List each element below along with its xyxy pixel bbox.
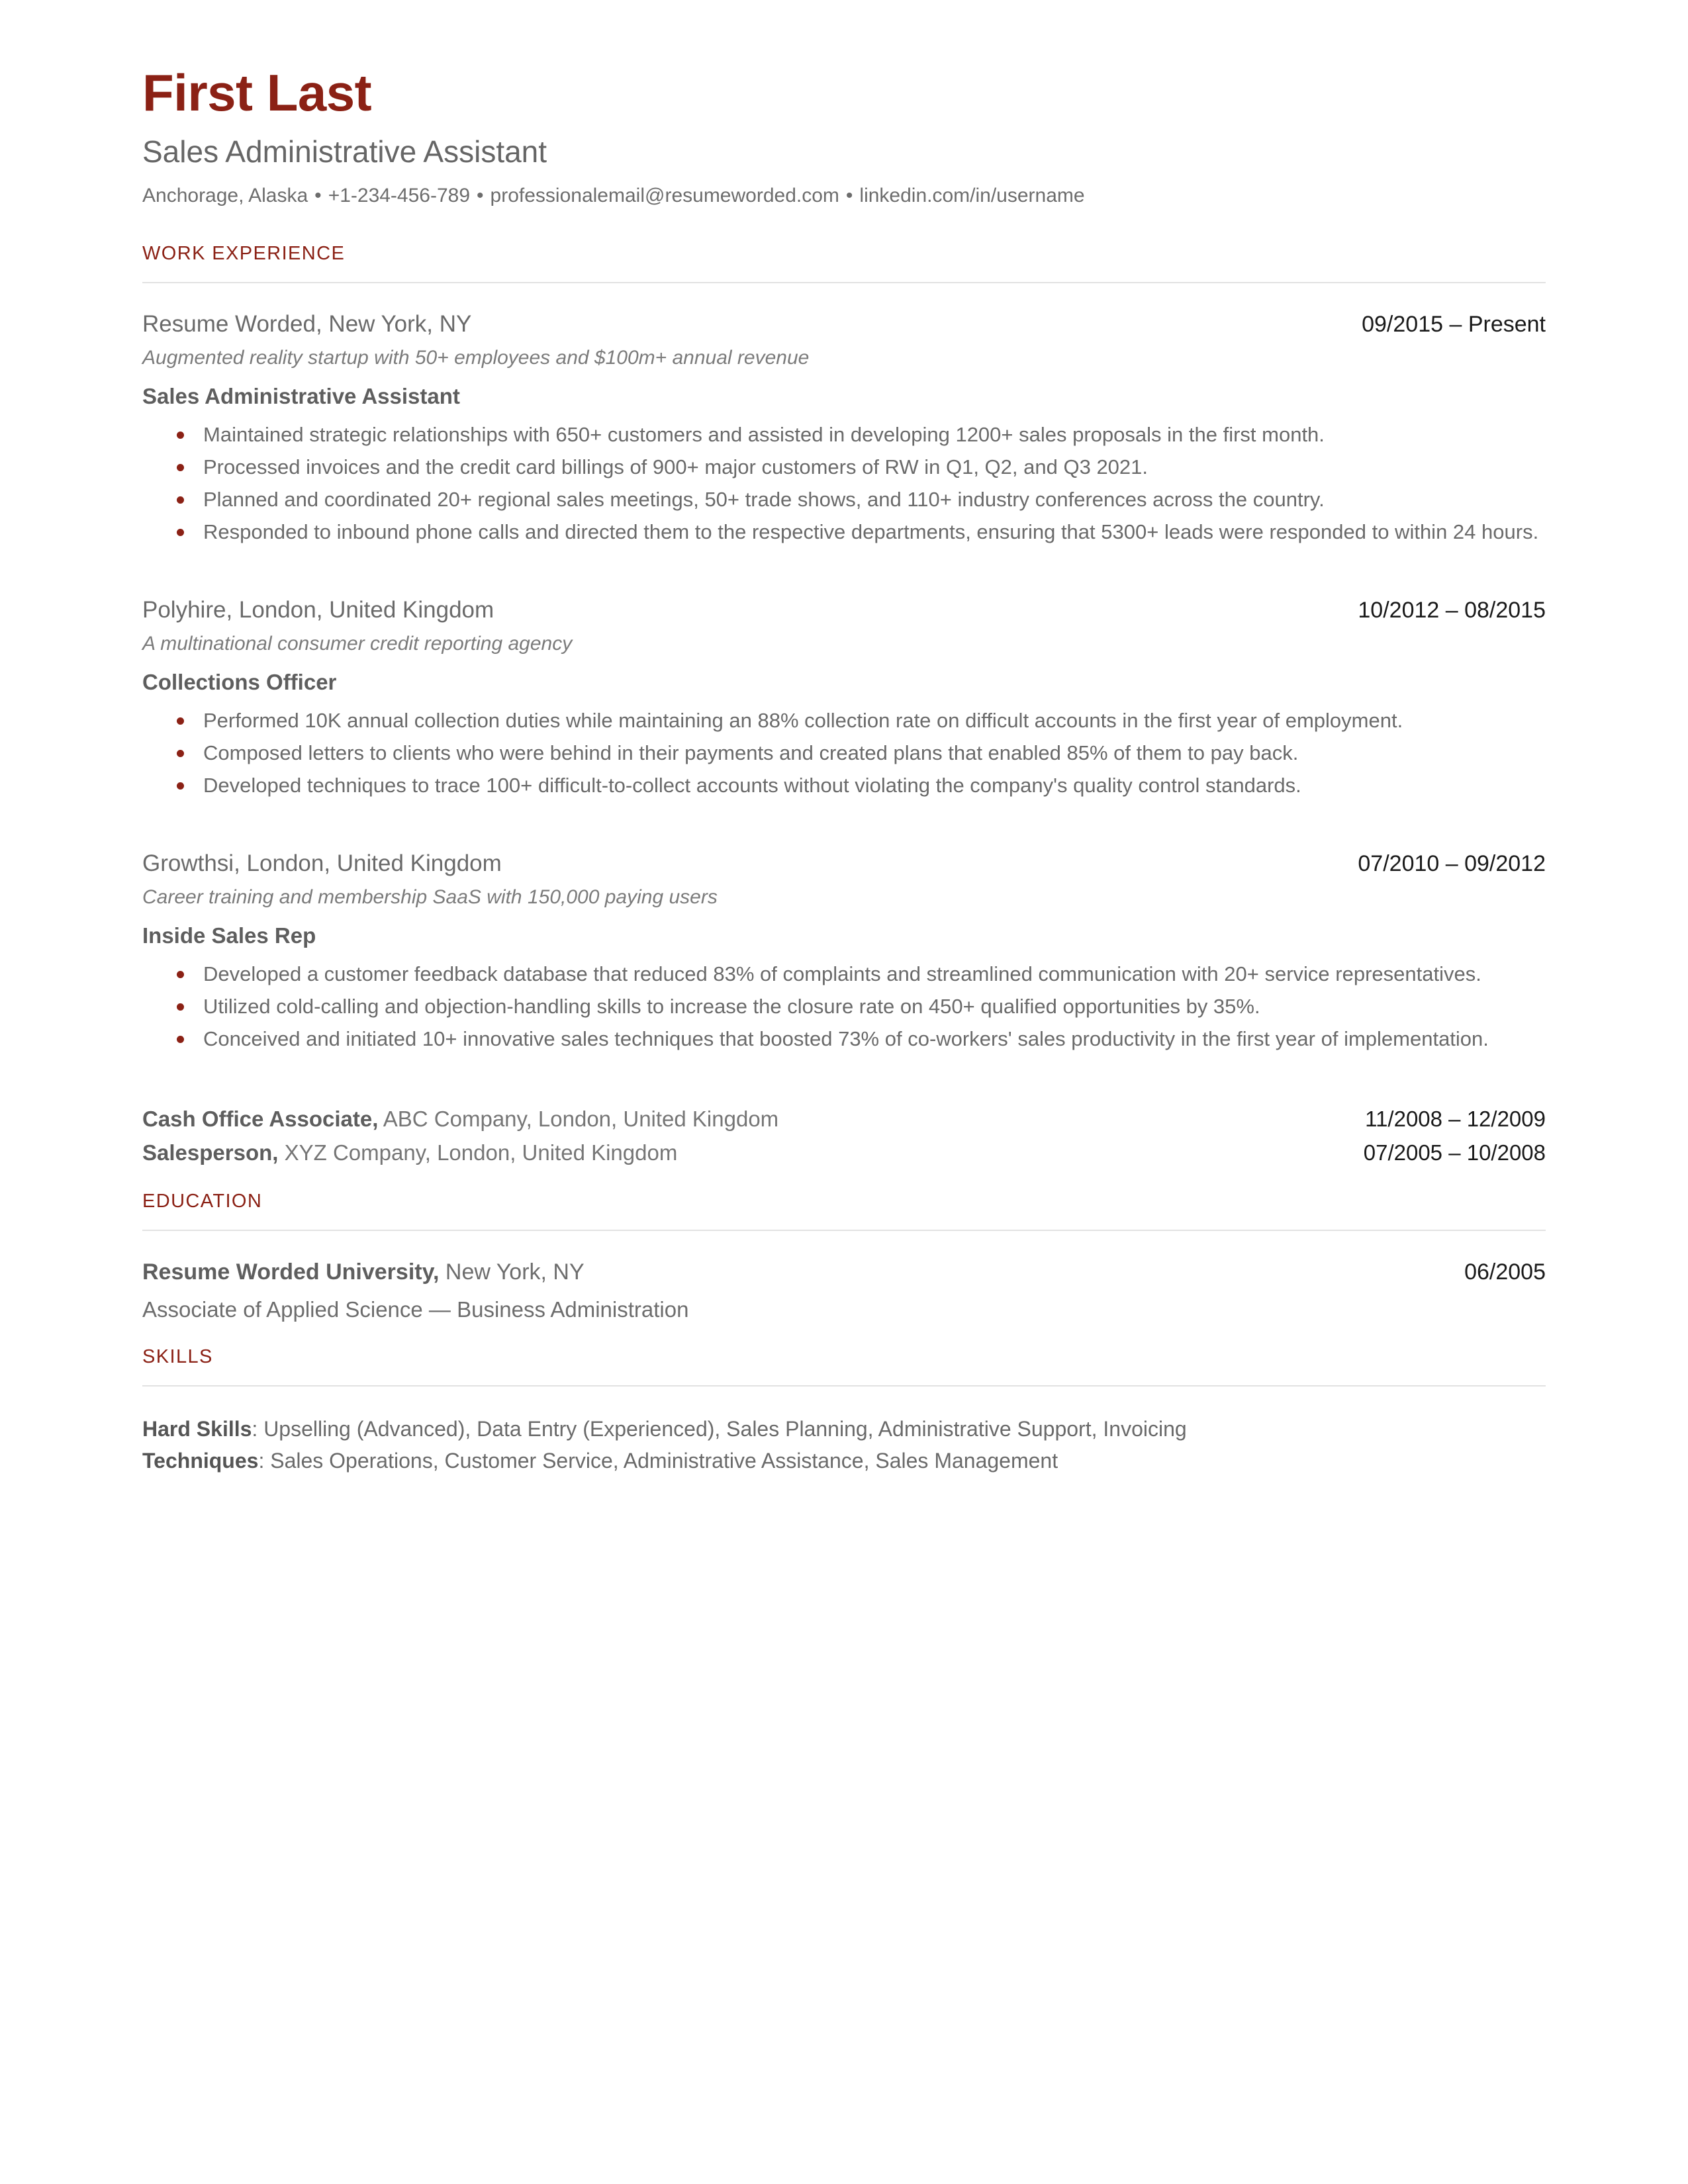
job-bullet: Conceived and initiated 10+ innovative sales techniques that boosted 73% of co-workers' sales productivity in the first year of implementation. xyxy=(142,1024,1546,1054)
short-role-text xyxy=(142,1136,677,1169)
contact-email[interactable]: professionalemail@resumeworded.com xyxy=(490,185,839,207)
job-bullet: Maintained strategic relationships with 650+ customers and assisted in developing 1200+ sales proposals in the first month. xyxy=(142,420,1546,449)
job-bullet: Planned and coordinated 20+ regional sales meetings, 50+ trade shows, and 110+ industry conferences across the country. xyxy=(142,485,1546,514)
short-role-row xyxy=(142,1136,1546,1169)
job-company: Growthsi, London, United Kingdom xyxy=(142,850,502,876)
job-entry xyxy=(142,849,1546,1054)
short-role-title: Cash Office Associate, xyxy=(142,1106,379,1131)
candidate-name: First Last xyxy=(142,64,372,122)
section-header-skills: SKILLS xyxy=(142,1346,1546,1387)
education-date: 06/2005 xyxy=(1464,1259,1546,1285)
job-company: Resume Worded, New York, NY xyxy=(142,311,472,338)
education-location: New York, NY xyxy=(439,1259,585,1285)
job-entry xyxy=(142,596,1546,800)
short-role-date: 07/2005 – 10/2008 xyxy=(1363,1140,1546,1165)
section-header-work-experience: WORK EXPERIENCE xyxy=(142,243,1546,283)
short-role-list xyxy=(142,1103,1546,1169)
job-header-row xyxy=(142,310,1546,339)
job-date: 07/2010 – 09/2012 xyxy=(1358,850,1546,876)
contact-separator-3: • xyxy=(845,185,853,207)
education-school-line xyxy=(142,1257,585,1288)
job-date: 09/2015 – Present xyxy=(1362,312,1546,338)
job-bullet-list xyxy=(142,706,1546,800)
job-title: Sales Administrative Assistant xyxy=(142,384,460,409)
skill-values: : Upselling (Advanced), Data Entry (Experienced), Sales Planning, Administrative Support, Invoicing xyxy=(252,1417,1187,1441)
contact-linkedin[interactable]: linkedin.com/in/username xyxy=(859,185,1085,207)
short-role-date: 11/2008 – 12/2009 xyxy=(1365,1106,1546,1131)
job-header-row xyxy=(142,596,1546,625)
contact-phone: +1-234-456-789 xyxy=(328,185,471,207)
resume-header xyxy=(142,66,1546,208)
short-role-company: ABC Company, London, United Kingdom xyxy=(378,1106,779,1131)
contact-separator-2: • xyxy=(477,185,484,207)
job-bullet: Composed letters to clients who were behind in their payments and created plans that enabled 85% of them to pay back. xyxy=(142,739,1546,768)
job-bullet: Utilized cold-calling and objection-handling skills to increase the closure rate on 450+ qualified opportunities by 35%. xyxy=(142,992,1546,1021)
job-description: Career training and membership SaaS with 150,000 paying users xyxy=(142,886,718,908)
job-bullet-list xyxy=(142,420,1546,547)
short-role-text xyxy=(142,1103,778,1136)
candidate-headline: Sales Administrative Assistant xyxy=(142,134,547,169)
skill-values: : Sales Operations, Customer Service, Administrative Assistance, Sales Management xyxy=(258,1449,1058,1473)
job-bullet: Developed techniques to trace 100+ difficult-to-collect accounts without violating the company's quality control standards. xyxy=(142,771,1546,800)
contact-line xyxy=(142,183,1546,208)
short-roles-spacer xyxy=(142,1080,1546,1103)
job-company: Polyhire, London, United Kingdom xyxy=(142,597,494,623)
job-date: 10/2012 – 08/2015 xyxy=(1358,598,1546,623)
short-role-company: XYZ Company, London, United Kingdom xyxy=(278,1140,678,1165)
job-description: A multinational consumer credit reporting agency xyxy=(142,632,573,655)
job-header-row xyxy=(142,849,1546,878)
job-entry xyxy=(142,310,1546,547)
contact-separator-1: • xyxy=(314,185,322,207)
skill-category-label: Techniques xyxy=(142,1449,259,1473)
short-role-row xyxy=(142,1103,1546,1136)
skill-category-label: Hard Skills xyxy=(142,1417,252,1441)
job-description: Augmented reality startup with 50+ employees and $100m+ annual revenue xyxy=(142,347,810,369)
job-bullet: Responded to inbound phone calls and directed them to the respective departments, ensuring that 5300+ leads were responded to within 24 hours. xyxy=(142,518,1546,547)
job-title: Inside Sales Rep xyxy=(142,923,316,948)
short-role-title: Salesperson, xyxy=(142,1140,279,1165)
education-entry xyxy=(142,1257,1546,1325)
job-bullet: Processed invoices and the credit card billings of 900+ major customers of RW in Q1, Q2, and Q3 2021. xyxy=(142,453,1546,482)
job-spacer xyxy=(142,573,1546,596)
education-school: Resume Worded University, xyxy=(142,1259,440,1285)
job-bullet: Developed a customer feedback database that reduced 83% of complaints and streamlined communication with 20+ service representatives. xyxy=(142,960,1546,989)
skill-line xyxy=(142,1413,1546,1445)
skills-list xyxy=(142,1413,1546,1477)
skill-line xyxy=(142,1445,1546,1477)
education-degree: Associate of Applied Science — Business Administration xyxy=(142,1297,689,1322)
work-experience-list xyxy=(142,310,1546,1169)
job-bullet-list xyxy=(142,960,1546,1054)
job-spacer xyxy=(142,827,1546,849)
contact-location: Anchorage, Alaska xyxy=(142,185,308,207)
job-bullet: Performed 10K annual collection duties while maintaining an 88% collection rate on difficult accounts in the first year of employment. xyxy=(142,706,1546,735)
section-header-education: EDUCATION xyxy=(142,1191,1546,1231)
education-header-row xyxy=(142,1257,1546,1288)
job-title: Collections Officer xyxy=(142,669,337,694)
